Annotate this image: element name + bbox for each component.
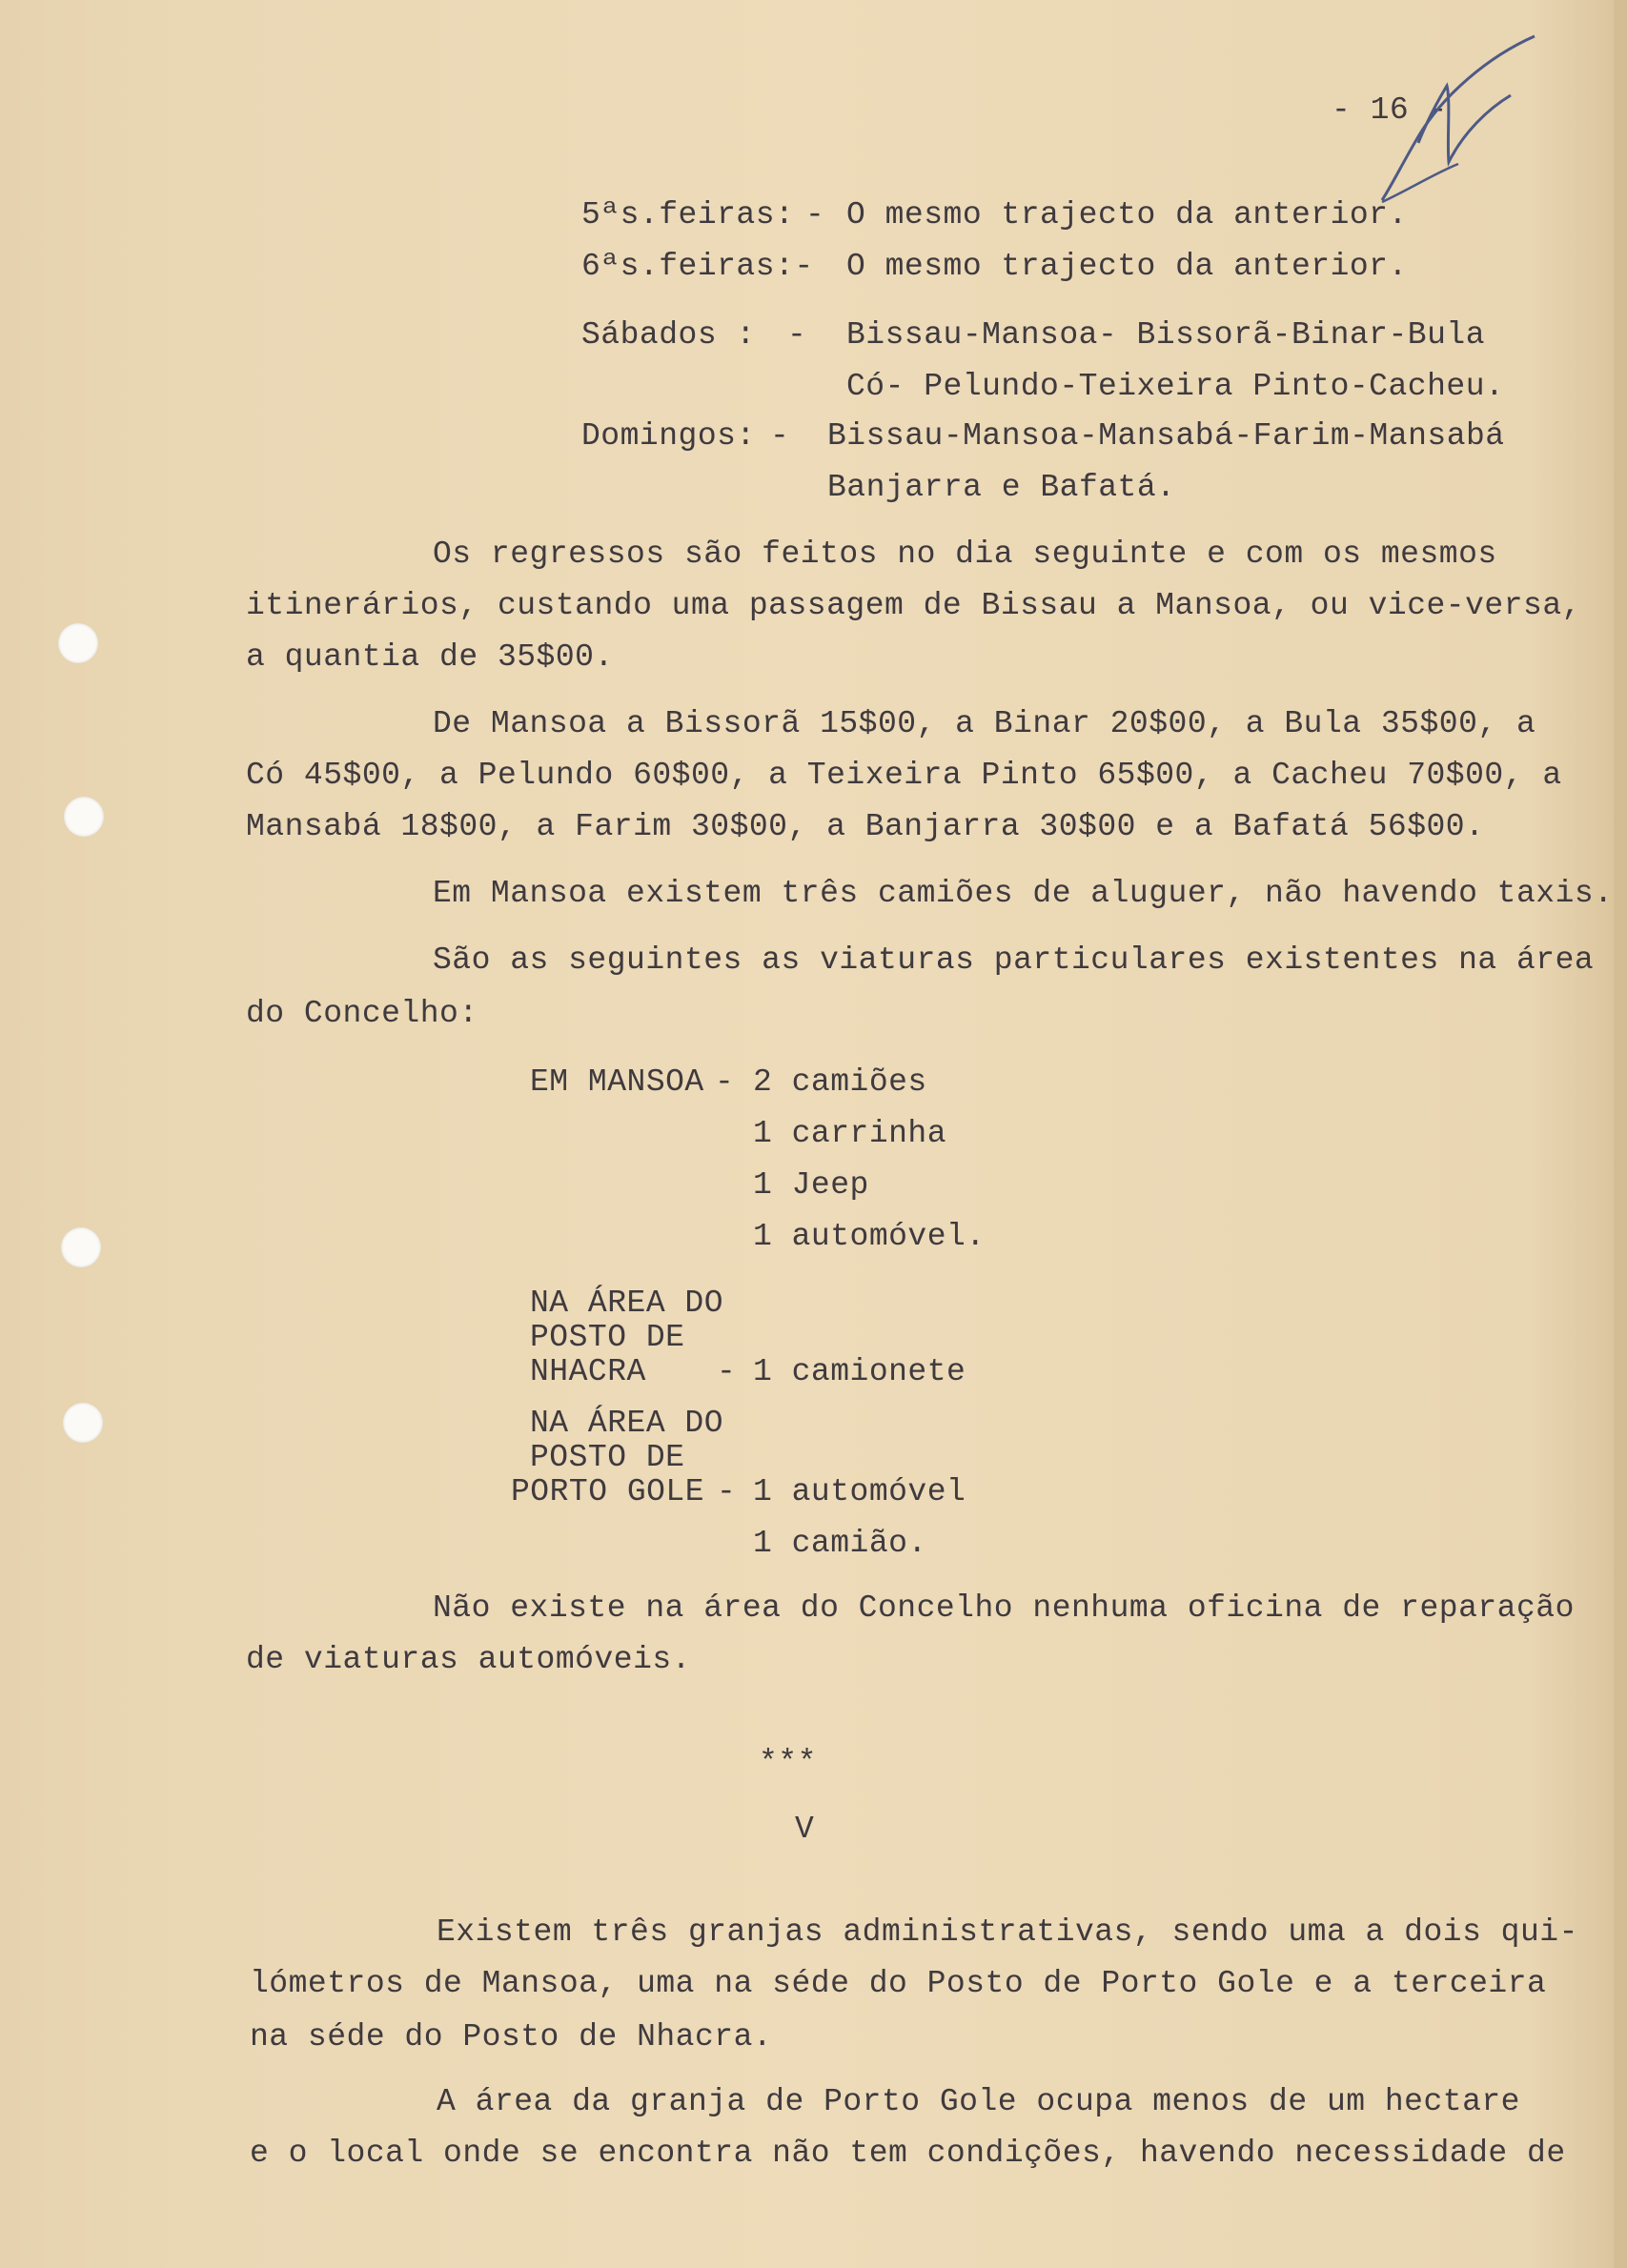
paragraph-line: itinerários, custando uma passagem de Bissau a Mansoa, ou vice-versa, bbox=[246, 588, 1581, 623]
vehicle-location-label: NA ÁREA DO bbox=[530, 1406, 724, 1441]
schedule-route: Có- Pelundo-Teixeira Pinto-Cacheu. bbox=[846, 369, 1505, 404]
paragraph-line: São as seguintes as viaturas particulares existentes na área bbox=[433, 942, 1595, 978]
paragraph-line: De Mansoa a Bissorã 15$00, a Binar 20$00, a Bula 35$00, a bbox=[433, 706, 1536, 741]
schedule-route: Banjarra e Bafatá. bbox=[827, 470, 1176, 505]
schedule-route: Bissau-Mansoa-Mansabá-Farim-Mansabá bbox=[827, 418, 1505, 454]
vehicle-location-label: NA ÁREA DO bbox=[530, 1286, 724, 1321]
paragraph-line: A área da granja de Porto Gole ocupa menos de um hectare bbox=[437, 2084, 1520, 2119]
schedule-dash: - bbox=[770, 418, 790, 454]
vehicle-location-label: EM MANSOA bbox=[530, 1064, 704, 1100]
punch-hole-icon bbox=[61, 1227, 101, 1267]
schedule-dash: - bbox=[805, 197, 825, 233]
vehicle-location-label: NHACRA bbox=[530, 1354, 646, 1389]
vehicle-item: 2 camiões bbox=[753, 1064, 927, 1100]
vehicle-location-label: POSTO DE bbox=[530, 1440, 685, 1475]
page-number: - 16 - bbox=[1332, 92, 1448, 128]
section-separator: *** bbox=[759, 1745, 817, 1780]
paragraph-line: Có 45$00, a Pelundo 60$00, a Teixeira Pinto 65$00, a Cacheu 70$00, a bbox=[246, 758, 1562, 793]
paragraph-line: lómetros de Mansoa, uma na séde do Posto de Porto Gole e a terceira bbox=[250, 1966, 1547, 2001]
punch-hole-icon bbox=[58, 623, 98, 663]
vehicle-dash: - bbox=[715, 1064, 735, 1100]
schedule-dash: - bbox=[787, 317, 807, 353]
paper-edge bbox=[1614, 0, 1627, 2268]
vehicle-item: 1 Jeep bbox=[753, 1167, 869, 1203]
paragraph-line: Os regressos são feitos no dia seguinte e com os mesmos bbox=[433, 537, 1497, 572]
vehicle-dash: - bbox=[717, 1474, 737, 1509]
vehicle-dash: - bbox=[717, 1354, 737, 1389]
paragraph-line: a quantia de 35$00. bbox=[246, 639, 614, 675]
paragraph-line: do Concelho: bbox=[246, 996, 478, 1031]
handwritten-signature bbox=[1344, 29, 1544, 210]
schedule-route: O mesmo trajecto da anterior. bbox=[846, 197, 1408, 233]
paragraph-line: e o local onde se encontra não tem condições, havendo necessidade de bbox=[250, 2136, 1566, 2171]
schedule-day: Sábados : bbox=[581, 317, 756, 353]
paragraph-line: de viaturas automóveis. bbox=[246, 1642, 691, 1677]
paragraph-line: Em Mansoa existem três camiões de aluguer, não havendo taxis. bbox=[433, 876, 1614, 911]
paragraph-line: Não existe na área do Concelho nenhuma oficina de reparação bbox=[433, 1590, 1575, 1626]
paragraph-line: Existem três granjas administrativas, sendo uma a dois qui- bbox=[437, 1914, 1578, 1950]
paragraph-line: na séde do Posto de Nhacra. bbox=[250, 2019, 773, 2055]
schedule-day: 5ªs.feiras: bbox=[581, 197, 795, 233]
schedule-day: Domingos: bbox=[581, 418, 756, 454]
vehicle-location-label: POSTO DE bbox=[530, 1320, 685, 1355]
vehicle-item: 1 camionete bbox=[753, 1354, 966, 1389]
vehicle-item: 1 automóvel. bbox=[753, 1219, 986, 1254]
section-numeral: V bbox=[795, 1812, 815, 1847]
vehicle-item: 1 camião. bbox=[753, 1526, 927, 1561]
schedule-day: 6ªs.feiras:- bbox=[581, 249, 814, 284]
punch-hole-icon bbox=[64, 797, 104, 837]
vehicle-item: 1 automóvel bbox=[753, 1474, 966, 1509]
punch-hole-icon bbox=[63, 1403, 103, 1443]
schedule-route: O mesmo trajecto da anterior. bbox=[846, 249, 1408, 284]
schedule-route: Bissau-Mansoa- Bissorã-Binar-Bula bbox=[846, 317, 1486, 353]
vehicle-location-label: PORTO GOLE bbox=[511, 1474, 705, 1509]
paragraph-line: Mansabá 18$00, a Farim 30$00, a Banjarra 30$00 e a Bafatá 56$00. bbox=[246, 809, 1485, 844]
vehicle-item: 1 carrinha bbox=[753, 1116, 947, 1151]
